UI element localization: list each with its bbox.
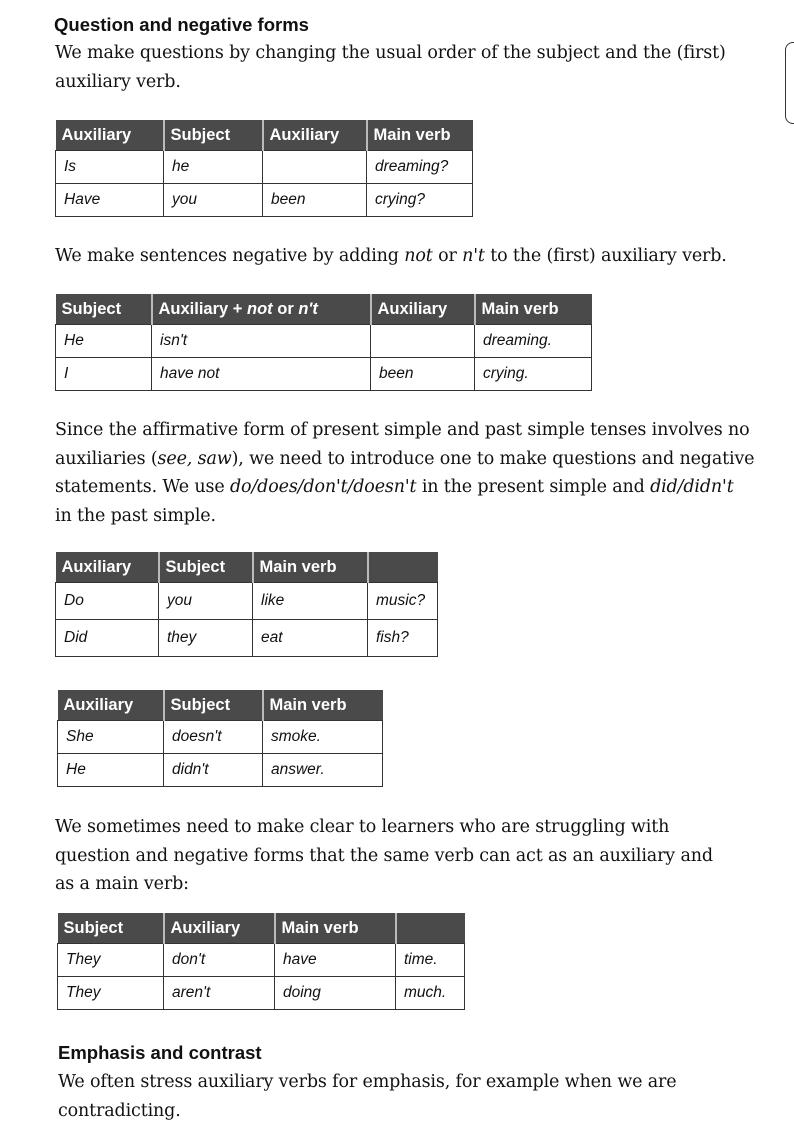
column-header: Auxiliary [164,913,275,944]
column-header: Subject [159,552,253,583]
text-fragment: ), we need to introduce one to make questions and negative statements. We use [55,448,755,497]
table-cell: didn't [164,754,263,787]
table-cell: They [58,944,164,977]
table-cell: dreaming? [367,151,473,184]
table-cell: crying? [367,184,473,217]
column-header [396,913,465,944]
table-cell: doesn't [164,721,263,754]
table-cell: He [58,754,164,787]
table-row [56,151,473,184]
text-fragment-italic: n't [462,246,485,266]
table-row [58,754,383,787]
column-header: Main verb [367,120,473,151]
column-header: Subject [56,294,152,325]
table-cell: Have [56,184,164,217]
section-heading-question-negative: Question and negative forms [54,14,309,35]
text-fragment: or [432,246,463,266]
header-fragment: or [272,299,299,318]
table-row [56,583,438,620]
column-header: Subject [164,690,263,721]
table-negative-forms [55,294,592,391]
table-do-did-questions [55,552,438,657]
column-header: Auxiliary [56,120,164,151]
table-cell: eat [253,620,368,657]
table-cell: you [164,184,263,217]
column-header: Auxiliary [56,552,159,583]
column-header [152,294,371,325]
table-row [56,184,473,217]
text-fragment: in the past simple. [55,505,216,526]
table-cell: fish? [368,620,438,657]
table-row [56,620,438,657]
header-fragment: Auxiliary + [158,299,248,318]
table-auxiliary-as-main-verb [57,913,465,1010]
column-header: Main verb [475,294,592,325]
table-cell: music? [368,583,438,620]
table-header-row [58,913,465,944]
table-cell: they [159,620,253,657]
table-cell: dreaming. [475,325,592,358]
text-fragment-italic: do/does/don't/doesn't [230,477,417,497]
table-doesnt-didnt-negatives [57,690,383,787]
section-heading-emphasis: Emphasis and contrast [58,1042,262,1063]
text-fragment-italic: see, saw [157,448,232,469]
table-cell: She [58,721,164,754]
table-header-row [58,690,383,721]
column-header: Main verb [253,552,368,583]
table-cell: been [263,184,367,217]
side-tab-marker [785,42,794,124]
header-fragment-italic: not [247,299,273,318]
table-question-forms [55,120,473,217]
table-cell: crying. [475,358,592,391]
table-cell: smoke. [263,721,383,754]
table-cell: They [58,977,164,1010]
table-row [58,721,383,754]
paragraph-questions: We make questions by changing the usual order of the subject and the (first) auxiliary verb. [55,43,726,92]
text-fragment: Since the affirmative form of present simple and past simple tenses involves no auxiliaries ( [55,420,750,469]
table-cell: isn't [152,325,371,358]
text-fragment-italic: not [404,246,433,266]
table-cell: Do [56,583,159,620]
paragraph-present-past-simple [55,416,755,530]
column-header: Main verb [275,913,396,944]
table-row [58,977,465,1010]
table-cell: like [253,583,368,620]
table-cell: have not [152,358,371,391]
paragraph-emphasis: We often stress auxiliary verbs for emphasis, for example when we are contradicting. [58,1072,677,1121]
table-header-row [56,294,592,325]
table-cell: time. [396,944,465,977]
table-cell: you [159,583,253,620]
table-cell: have [275,944,396,977]
table-cell: don't [164,944,275,977]
text-fragment: in the present simple and [416,477,651,497]
table-cell [263,151,367,184]
table-cell: I [56,358,152,391]
paragraph-negatives [55,242,755,271]
column-header: Auxiliary [263,120,367,151]
table-row [56,358,592,391]
table-row [56,325,592,358]
table-cell: doing [275,977,396,1010]
table-cell: been [371,358,475,391]
table-cell: much. [396,977,465,1010]
table-cell: aren't [164,977,275,1010]
column-header: Auxiliary [58,690,164,721]
text-fragment-italic: did/didn't [650,477,734,497]
table-row [58,944,465,977]
text-fragment: We make sentences negative by adding [55,246,405,266]
text-fragment: to the (first) auxiliary verb. [484,246,727,266]
column-header: Main verb [263,690,383,721]
header-fragment-italic: n't [298,299,318,318]
column-header [368,552,438,583]
table-header-row [56,552,438,583]
table-cell: Did [56,620,159,657]
table-cell: answer. [263,754,383,787]
table-cell: Is [56,151,164,184]
column-header: Subject [58,913,164,944]
table-cell: He [56,325,152,358]
table-cell: he [164,151,263,184]
column-header: Auxiliary [371,294,475,325]
paragraph-auxiliary-main-verb: We sometimes need to make clear to learners who are struggling with question and negative forms that the same verb can act as an auxiliary and as a main verb: [55,817,713,894]
table-cell [371,325,475,358]
column-header: Subject [164,120,263,151]
table-header-row [56,120,473,151]
